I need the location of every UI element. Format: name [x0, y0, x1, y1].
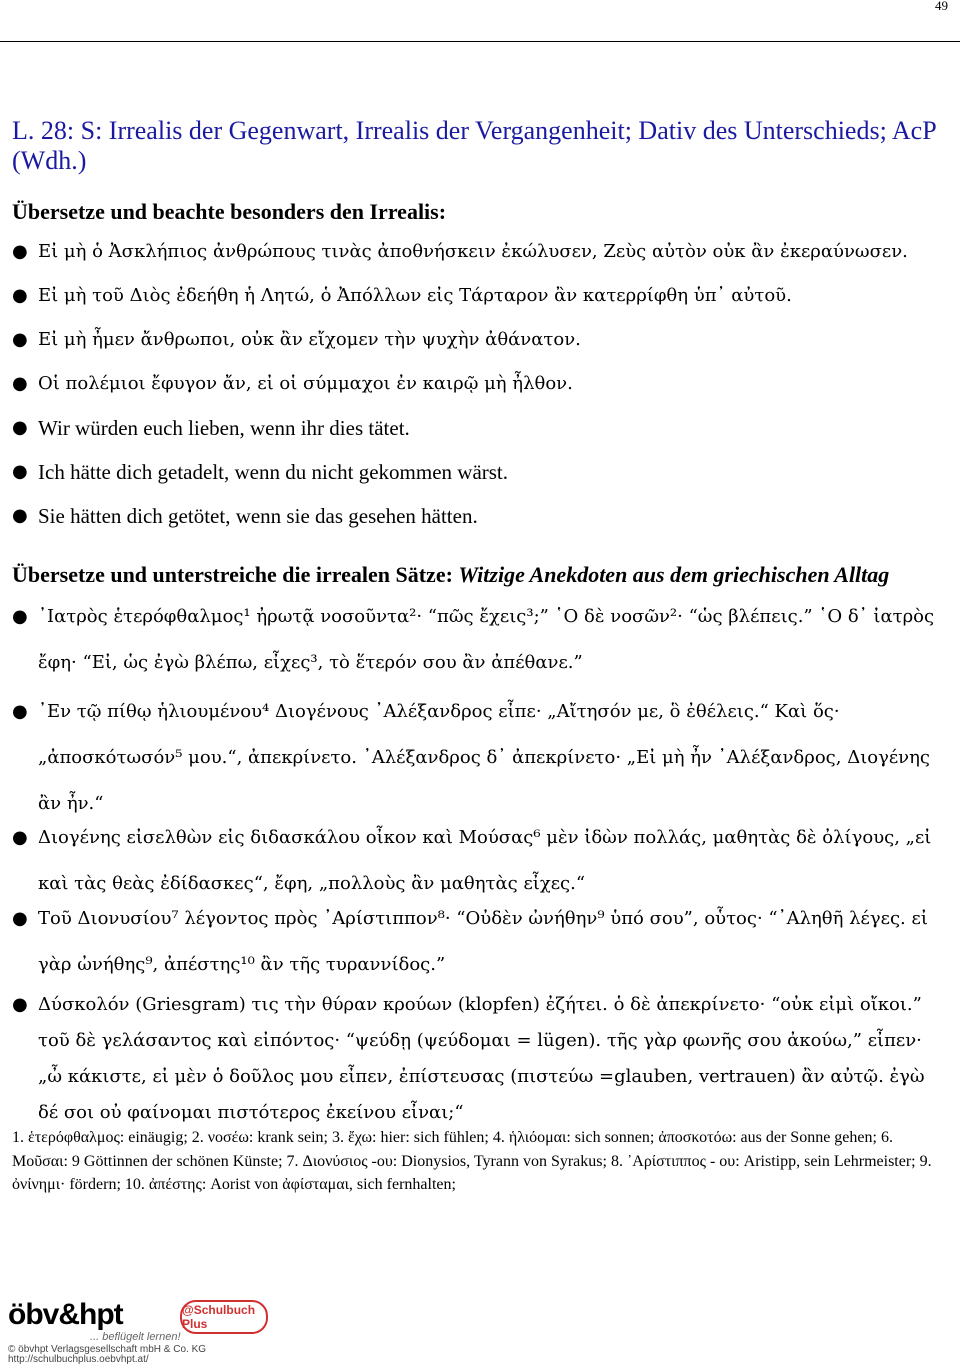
list-item: ● Δύσκολόν (Griesgram) τις τὴν θύραν κρούων (klopfen) ἐζήτει. ὁ δὲ ἀπεκρίνετο· “οὐκ εἰμὶ οἴκοι.” τοῦ δὲ γελάσαντος καὶ εἰπόντος· “ψεύδῃ (ψεύδομαι = lügen). τῆς γὰρ φωνῆς σου ἀκούω,” εἶπεν· „ὦ κάκιστε, εἰ μὲν ὁ δοῦλος μου εἶπεν, ἐπίστευσας (πιστεύω =glauben, vertrauen) ἂν αὐτῷ. ἐγὼ δέ σοι οὐ φαίνομαι πιστότερος ἐκείνου εἶναι;“: [12, 981, 947, 1131]
publisher-url[interactable]: http://schulbuchplus.oebvhpt.at/: [8, 1354, 149, 1365]
list-item: ● Εἰ μὴ ἦμεν ἄνθρωποι, οὐκ ἂν εἴχομεν τὴν ψυχὴν ἀθάνατον.: [12, 327, 947, 371]
section1-heading: Übersetze und beachte besonders den Irrealis:: [12, 199, 447, 224]
list-item: ● ᾿Εν τῷ πίθῳ ἡλιουμένου⁴ Διογένους ᾿Αλέξανδρος εἶπε· „Αἴτησόν με, ὃ ἐθέλεις.“ Καὶ ὅς· „ἀποσκότωσόν⁵ μου.“, ἀπεκρίνετο. ᾿Αλέξανδρος δ᾽ ἀπεκρίνετο· „Εἰ μὴ ἦν ᾿Αλέξανδρος, Διογένης ἂν ἦν.“: [12, 689, 947, 815]
list-item: ● Εἰ μὴ τοῦ Διὸς ἐδεήθη ἡ Λητώ, ὁ Ἀπόλλων εἰς Τάρταρον ἂν κατερρίφθη ὑπ᾽ αὐτοῦ.: [12, 283, 947, 327]
list-item: ● Οἱ πολέμιοι ἔφυγον ἄν, εἰ οἱ σύμμαχοι ἐν καιρῷ μὴ ἦλθον.: [12, 371, 947, 415]
bullet-icon: ●: [12, 908, 28, 929]
lesson-title: L. 28: S: Irrealis der Gegenwart, Irrealis der Vergangenheit; Dativ des Unterschieds; AcP (Wdh.): [12, 116, 936, 175]
bullet-icon: ●: [12, 606, 28, 627]
bullet-icon: ●: [12, 461, 28, 482]
bullet-icon: ●: [12, 505, 28, 526]
top-rule: [0, 41, 960, 42]
list-item: ● Διογένης εἰσελθὼν εἰς διδασκάλου οἶκον καὶ Μούσας⁶ μὲν ἰδὼν πολλάς, μαθητὰς δὲ ὀλίγους, „εἰ καὶ τὰς θεὰς ἐδίδασκες“, ἔφη, „πολλοὺς ἂν μαθητὰς εἶχες.“: [12, 815, 947, 896]
section1-list: [12, 239, 947, 547]
bullet-icon: ●: [12, 285, 28, 306]
list-item: ● Εἰ μὴ ὁ Ἀσκλήπιος ἀνθρώπους τινὰς ἀποθνήσκειν ἐκώλυσεν, Ζεὺς αὐτὸν οὐκ ἂν ἐκεραύνωσεν.: [12, 239, 947, 283]
list-item: ● Ich hätte dich getadelt, wenn du nicht gekommen wärst.: [12, 460, 509, 484]
list-item: ● Sie hätten dich getötet, wenn sie das gesehen hätten.: [12, 504, 478, 528]
bullet-icon: ●: [12, 241, 28, 262]
list-item: ● Τοῦ Διονυσίου⁷ λέγοντος πρὸς ᾿Αρίστιππον⁸· “Οὐδὲν ὠνήθην⁹ ὑπό σου”, οὗτος· “᾿Αληθῆ λέγες. εἰ γὰρ ὠνήθης⁹, ἀπέστης¹⁰ ἂν τῆς τυραννίδος.”: [12, 896, 947, 981]
logo-slogan: ... beflügelt lernen!: [90, 1331, 181, 1343]
obv-hpt-logo: öbv&hpt: [8, 1298, 123, 1331]
list-item: ● Wir würden euch lieben, wenn ihr dies tätet.: [12, 416, 410, 440]
copyright-line: © öbvhpt Verlagsgesellschaft mbH & Co. KG: [8, 1344, 207, 1355]
bullet-icon: ●: [12, 701, 28, 722]
bullet-icon: ●: [12, 827, 28, 848]
section2-heading: Übersetze und unterstreiche die irrealen Sätze: Witzige Anekdoten aus dem griechischen Alltag: [12, 562, 890, 587]
list-item: ● ᾿Ιατρὸς ἑτερόφθαλμος¹ ἠρωτᾷ νοσοῦντα²· “πῶς ἔχεις³;” ῾Ο δὲ νοσῶν²· “ὡς βλέπεις.” ῾Ο δ᾽ ἰατρὸς ἔφη· “Εἰ, ὡς ἐγὼ βλέπω, εἶχες³, τὸ ἕτερόν σου ἂν ἀπέθανε.”: [12, 594, 947, 689]
bullet-icon: ●: [12, 994, 28, 1015]
bullet-icon: ●: [12, 373, 28, 394]
bullet-icon: ●: [12, 417, 28, 438]
schulbuch-plus-logo: @Schulbuch Plus: [180, 1300, 268, 1334]
section2-list: [12, 594, 947, 1131]
bullet-icon: ●: [12, 329, 28, 350]
publisher-logos: [8, 1298, 278, 1365]
section2-subtitle: Witzige Anekdoten aus dem griechischen Alltag: [458, 562, 890, 587]
footnotes: 1. ἑτερόφθαλμος: einäugig; 2. νοσέω: krank sein; 3. ἔχω: hier: sich fühlen; 4. ἡλιόομαι: sich sonnen; ἀποσκοτόω: aus der Sonne gehen; 6. Μοῦσαι: 9 Göttinnen der schönen Künste; 7. Διονύσιος -ου: Dionysios, Tyrann von Syrakus; 8. ᾿Αρίστιππος - ου: Aristipp, sein Lehrmeister; 9. ὀνίνημι· fördern; 10. ἀπέστης: Aorist von ἀφίσταμαι, sich fernhalten;: [12, 1129, 932, 1193]
page-number: 49: [935, 0, 948, 13]
